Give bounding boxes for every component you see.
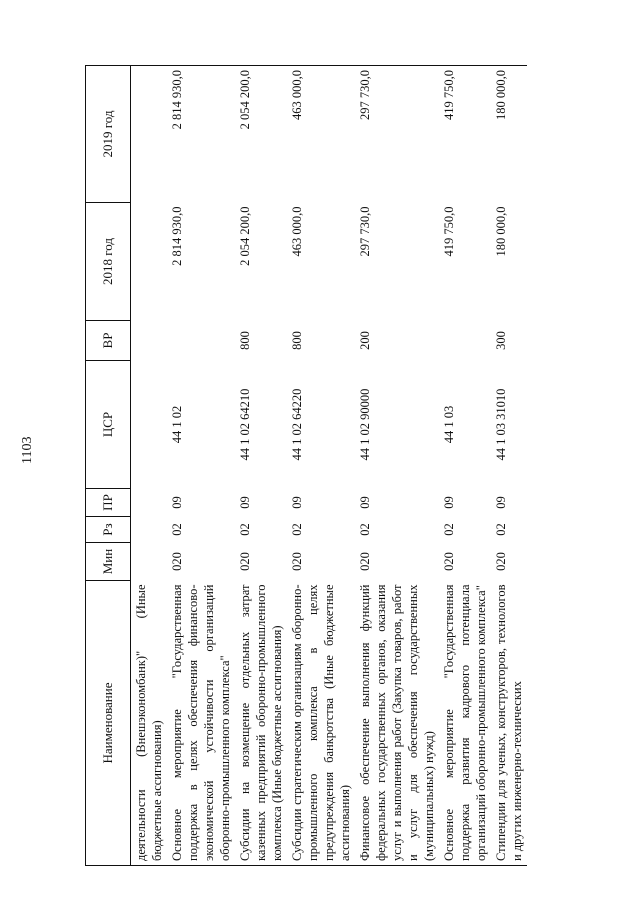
row-rz: 02 <box>290 523 304 536</box>
row-2018: 180 000,0 <box>494 206 508 257</box>
row-vr <box>439 321 491 361</box>
row-rz <box>131 517 168 543</box>
row-2019: 463 000,0 <box>287 66 355 203</box>
col-2018-header: 2018 год <box>86 203 131 321</box>
row-min: 020 <box>238 552 252 571</box>
row-2019: 180 000,0 <box>491 66 527 203</box>
table-row <box>355 66 439 866</box>
row-pr: 09 <box>170 496 184 509</box>
col-2019-header: 2019 год <box>86 66 131 203</box>
row-vr: 200 <box>358 331 372 350</box>
row-2018: 2 814 930,0 <box>170 206 184 266</box>
row-vr: 300 <box>494 331 508 350</box>
table-row <box>131 66 168 866</box>
rotated-budget-table <box>85 66 605 866</box>
row-name: Субсидии на возмещение отдельных затрат казенных предприятий оборонно-промышленного комплекса (Иные бюджетные ассигнования) <box>235 581 287 866</box>
col-pr-header: ПР <box>86 489 131 517</box>
row-min <box>131 543 168 581</box>
table-row <box>287 66 355 866</box>
col-min-header: Мин <box>86 543 131 581</box>
row-csr: 44 1 03 <box>442 405 456 444</box>
table-row <box>491 66 527 866</box>
col-rz-header: Рз <box>86 517 131 543</box>
row-rz: 02 <box>170 523 184 536</box>
row-min: 020 <box>290 552 304 571</box>
row-2019 <box>131 66 168 203</box>
col-csr-header: ЦСР <box>86 361 131 489</box>
row-2019: 2 054 200,0 <box>235 66 287 203</box>
row-min: 020 <box>358 552 372 571</box>
row-pr: 09 <box>494 496 508 509</box>
row-rz: 02 <box>494 523 508 536</box>
row-pr: 09 <box>358 496 372 509</box>
row-name: Финансовое обеспечение выполнения функций федеральных государственных органов, оказания услуг и выполнения работ (Закупка товаров, работ и услуг для обеспечения государственных (муниципальных) нужд) <box>355 581 439 866</box>
row-pr: 09 <box>238 496 252 509</box>
row-rz: 02 <box>238 523 252 536</box>
row-csr: 44 1 02 <box>170 405 184 444</box>
row-min: 020 <box>170 552 184 571</box>
header-row <box>86 66 131 866</box>
page-number: 1103 <box>20 436 35 464</box>
row-csr: 44 1 03 31010 <box>494 388 508 461</box>
row-name: Основное мероприятие "Государственная поддержка в целях обеспечения финансово-экономической устойчивости организаций оборонно-промышленного комплекса" <box>167 581 235 866</box>
row-name: деятельности (Внешэкономбанк)" (Иные бюджетные ассигнования) <box>131 581 168 866</box>
row-csr: 44 1 02 64220 <box>290 388 304 461</box>
row-2018 <box>131 203 168 321</box>
row-min: 020 <box>442 552 456 571</box>
row-pr <box>131 489 168 517</box>
row-2018: 297 730,0 <box>358 206 372 257</box>
row-vr <box>167 321 235 361</box>
budget-table <box>85 65 527 866</box>
row-vr: 800 <box>238 331 252 350</box>
row-pr: 09 <box>290 496 304 509</box>
row-2018: 419 750,0 <box>442 206 456 257</box>
row-pr: 09 <box>442 496 456 509</box>
table-row <box>167 66 235 866</box>
row-csr: 44 1 02 90000 <box>358 388 372 461</box>
col-name-header: Наименование <box>86 581 131 866</box>
table-row <box>439 66 491 866</box>
row-2018: 463 000,0 <box>290 206 304 257</box>
col-vr-header: ВР <box>86 321 131 361</box>
row-2019: 419 750,0 <box>439 66 491 203</box>
row-name: Стипендии для ученых, конструкторов, технологов и других инженерно-технических <box>491 581 527 866</box>
row-min: 020 <box>494 552 508 571</box>
row-rz: 02 <box>442 523 456 536</box>
row-2018: 2 054 200,0 <box>238 206 252 266</box>
row-vr <box>131 321 168 361</box>
row-2019: 2 814 930,0 <box>167 66 235 203</box>
row-vr: 800 <box>290 331 304 350</box>
row-name: Основное мероприятие "Государственная поддержка развития кадрового потенциала организаций оборонно-промышленного комплекса" <box>439 581 491 866</box>
row-csr <box>131 361 168 489</box>
table-row <box>235 66 287 866</box>
row-csr: 44 1 02 64210 <box>238 388 252 461</box>
row-2019: 297 730,0 <box>355 66 439 203</box>
row-name: Субсидии стратегическим организациям оборонно-промышленного комплекса в целях предупреждения банкротства (Иные бюджетные ассигнования) <box>287 581 355 866</box>
row-rz: 02 <box>358 523 372 536</box>
